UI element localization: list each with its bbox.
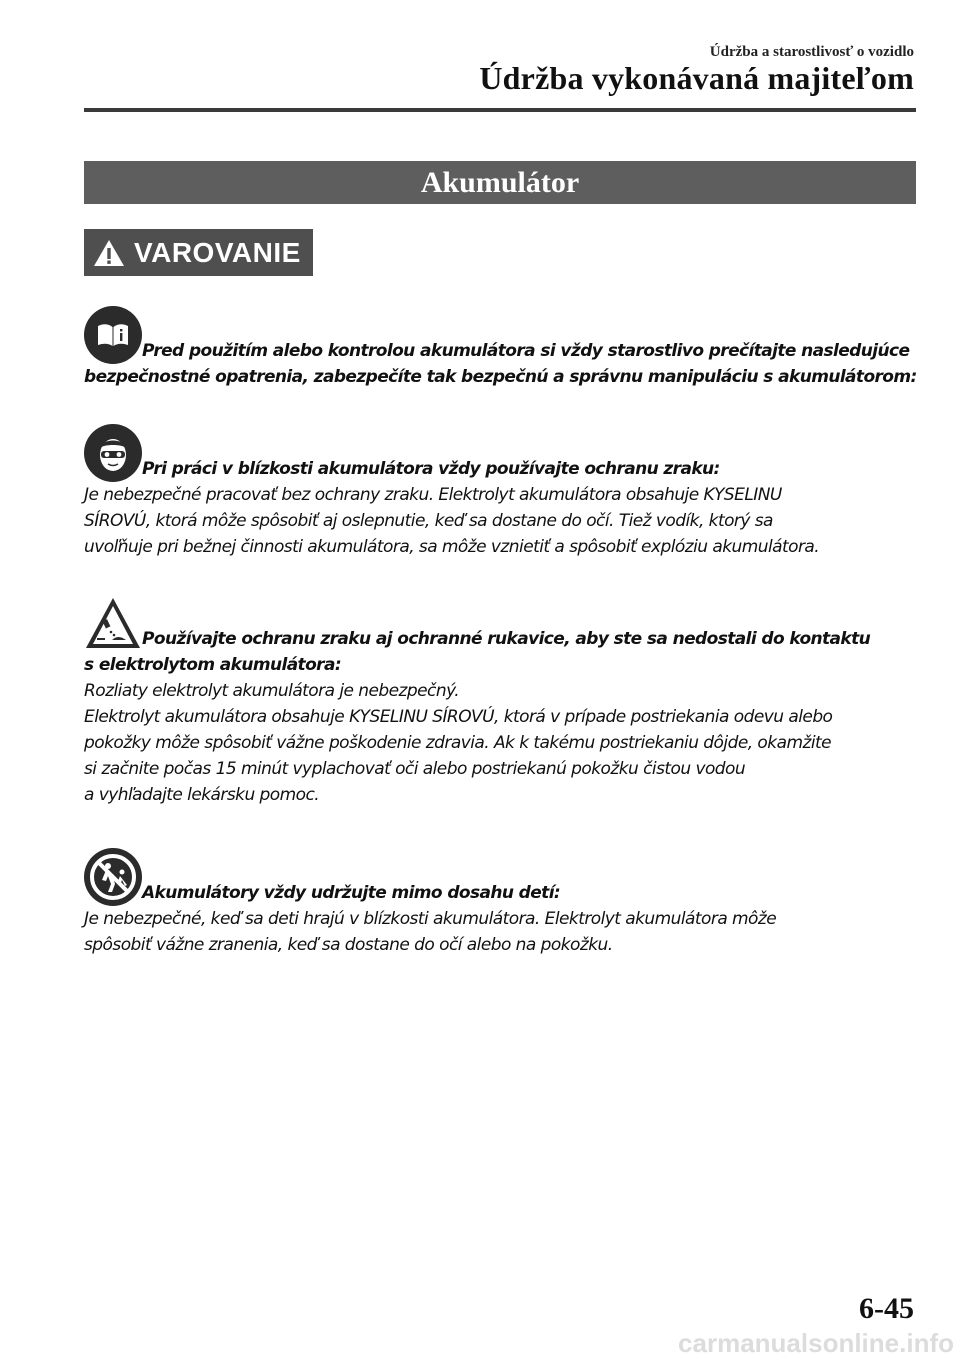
warning-body-line: uvoľňuje pri bežnej činnosti akumulátora, sa môže vznietiť a spôsobiť explóziu akumulátora. bbox=[84, 537, 820, 557]
manual-book-icon bbox=[84, 306, 142, 364]
warning-item bbox=[84, 424, 924, 560]
warning-body-line: spôsobiť vážne zranenia, keď sa dostane do očí alebo na pokožku. bbox=[84, 935, 613, 955]
warning-body-line: pokožky môže spôsobiť vážne poškodenie zdravia. Ak k takému postriekaniu dôjde, okamžite bbox=[84, 733, 832, 753]
warning-lead-line: bezpečnostné opatrenia, zabezpečíte tak bezpečnú a správnu manipuláciu s akumulátorom: bbox=[84, 367, 917, 387]
warning-lead-line: Používajte ochranu zraku aj ochranné rukavice, aby ste sa nedostali do kontaktu bbox=[142, 629, 871, 649]
warning-body-line: Je nebezpečné pracovať bez ochrany zraku. Elektrolyt akumulátora obsahuje KYSELINU bbox=[84, 485, 782, 505]
warning-label bbox=[84, 229, 313, 276]
running-header-chapter: Údržba a starostlivosť o vozidlo bbox=[709, 44, 914, 60]
page-number: 6-45 bbox=[859, 1292, 914, 1325]
warning-lead-line: Pred použitím alebo kontrolou akumulátora si vždy starostlivo prečítajte nasledujúce bbox=[142, 341, 910, 361]
warning-lead-line: s elektrolytom akumulátora: bbox=[84, 655, 342, 675]
warning-item bbox=[84, 848, 924, 958]
running-header-section: Údržba vykonávaná majiteľom bbox=[479, 60, 914, 96]
warning-body-line: SÍROVÚ, ktorá môže spôsobiť aj oslepnutie, keď sa dostane do očí. Tiež vodík, ktorý sa bbox=[84, 511, 773, 531]
warning-lead-line: Akumulátory vždy udržujte mimo dosahu detí: bbox=[142, 883, 561, 903]
warning-label-text: VAROVANIE bbox=[134, 236, 301, 268]
warning-body-line: Elektrolyt akumulátora obsahuje KYSELINU SÍROVÚ, ktorá v prípade postriekania odevu alebo bbox=[84, 707, 833, 727]
warning-triangle-icon bbox=[84, 229, 134, 276]
warning-item bbox=[84, 594, 924, 808]
warning-body-line: si začnite počas 15 minút vyplachovať oči alebo postriekanú pokožku čistou vodou bbox=[84, 759, 746, 779]
section-title-bar: Akumulátor bbox=[84, 161, 916, 204]
header-rule bbox=[84, 108, 916, 112]
keep-children-away-icon bbox=[84, 848, 142, 906]
corrosive-acid-icon bbox=[84, 594, 142, 652]
watermark: carmanualsonline.info bbox=[678, 1328, 954, 1358]
eye-protection-icon bbox=[84, 424, 142, 482]
warning-body-line: Je nebezpečné, keď sa deti hrajú v blízkosti akumulátora. Elektrolyt akumulátora môže bbox=[84, 909, 777, 929]
warning-lead-line: Pri práci v blízkosti akumulátora vždy používajte ochranu zraku: bbox=[142, 459, 720, 479]
warning-body-line: a vyhľadajte lekársku pomoc. bbox=[84, 785, 320, 805]
warning-item bbox=[84, 306, 924, 390]
warning-body-line: Rozliaty elektrolyt akumulátora je nebezpečný. bbox=[84, 681, 460, 701]
